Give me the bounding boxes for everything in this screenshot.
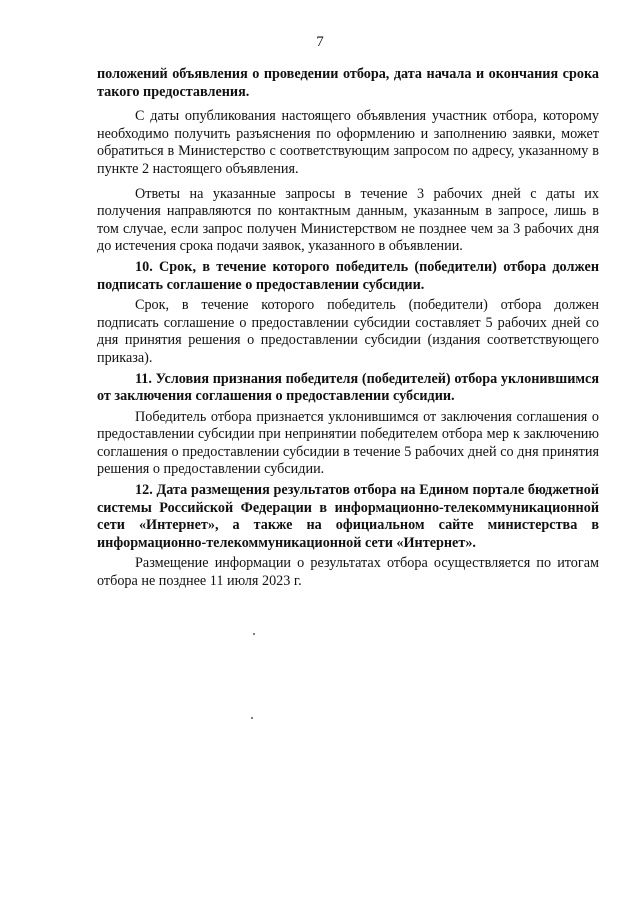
paragraph-clarification-request: С даты опубликования настоящего объявления участник отбора, которому необходимо получить разъяснения по оформлению и заполнению заявки, может обратиться в Министерство с соответствующим запросом по адресу, указанному в пункте 2 настоящего объявления. [97, 108, 599, 177]
paragraph-clarification-response: Ответы на указанные запросы в течение 3 рабочих дней с даты их получения направляются по контактным данным, указанным в запросе, лишь в том случае, если запрос получен Министерством не позднее чем за 3 рабочих дня до истечения срока подачи заявок, указанного в объявлении. [97, 185, 599, 255]
scan-speck [253, 633, 255, 635]
section-9-heading-continuation: положений объявления о проведении отбора, дата начала и окончания срока такого предоставления. [97, 66, 599, 100]
paragraph-agreement-deadline: Срок, в течение которого победитель (победители) отбора должен подписать соглашение о предоставлении субсидии составляет 5 рабочих дней со дня принятия решения о предоставлении субсидии (издания соответствующего приказа). [97, 297, 599, 366]
paragraph-results-publication: Размещение информации о результатах отбора осуществляется по итогам отбора не позднее 11 июля 2023 г. [97, 555, 599, 590]
scan-speck [251, 717, 253, 719]
document-body [97, 66, 599, 591]
section-12-heading: 12. Дата размещения результатов отбора на Едином портале бюджетной системы Российской Федерации в информационно-телекоммуникационной сети «Интернет», а также на официальном сайте министерства в информационно-телекоммуникационной сети «Интернет». [97, 482, 599, 551]
section-11-heading: 11. Условия признания победителя (победителей) отбора уклонившимся от заключения соглашения о предоставлении субсидии. [97, 370, 599, 405]
section-10-heading: 10. Срок, в течение которого победитель (победители) отбора должен подписать соглашение о предоставлении субсидии. [97, 258, 599, 293]
paragraph-evasion-conditions: Победитель отбора признается уклонившимся от заключения соглашения о предоставлении субсидии при непринятии победителем отбора мер к заключению соглашения о предоставлении субсидии в течение 5 рабочих дней со дня принятия решения о предоставлении субсидии. [97, 408, 599, 478]
page-number: 7 [316, 34, 324, 50]
